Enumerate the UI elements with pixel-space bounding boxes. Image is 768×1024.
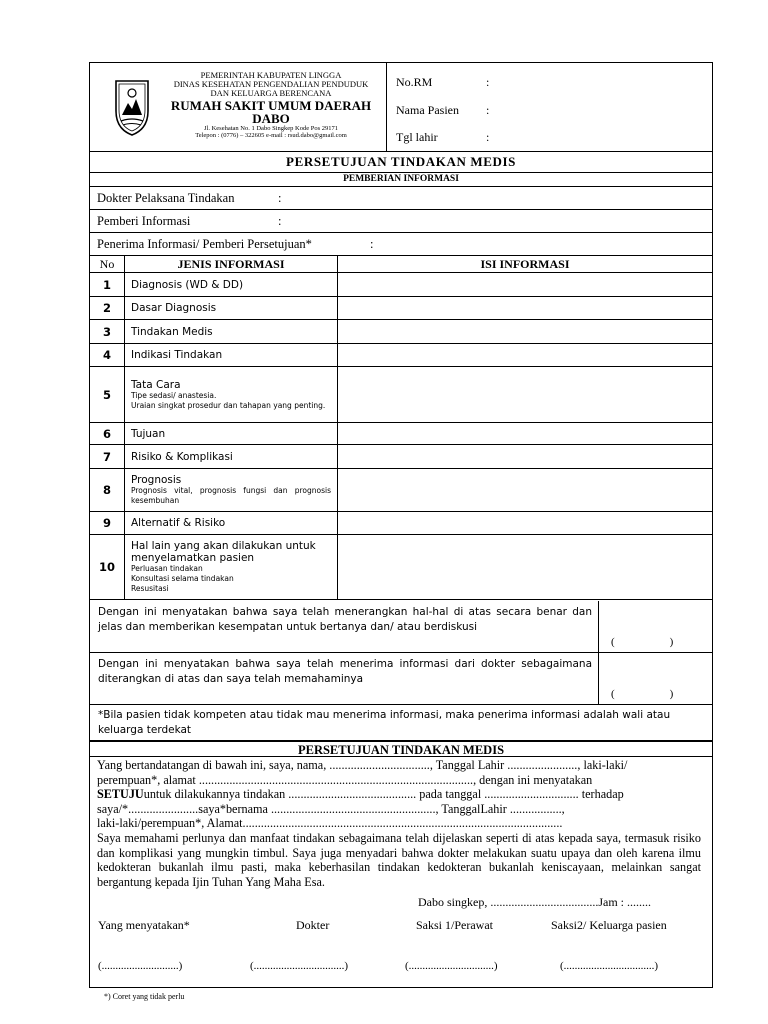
consent-body [97,758,701,889]
signer-label: Yang menyatakan* [98,918,190,932]
form-subtitle: PEMBERIAN INFORMASI [90,173,712,187]
row-label-group [125,367,338,423]
row-value-cell[interactable] [338,512,713,535]
table-row [90,344,712,367]
signature-line[interactable]: (.................................) [560,960,659,972]
row-value-cell[interactable] [338,445,713,469]
table-row [90,535,712,600]
row-label: Tindakan Medis [125,320,338,344]
signer-label: Saksi2/ Keluarga pasien [551,918,667,932]
row-sublabel: Tipe sedasi/ anastesia. [131,390,217,400]
doctor-statement [90,601,712,653]
row-number: 7 [90,445,125,469]
place-date-line[interactable]: Dabo singkep, ....................................Jam : ........ [418,895,651,909]
doctor-signature-box[interactable] [598,601,713,652]
medical-record-field[interactable] [396,75,696,90]
form-title: PERSETUJUAN TINDAKAN MEDIS [90,151,712,173]
hospital-contact: Telepon : (0776) – 322605 e-mail : rsud.dabo@gmail.com [195,131,347,139]
row-label: Alternatif & Risiko [125,512,338,535]
row-value-cell[interactable] [338,535,713,600]
field-colon: : [370,237,374,251]
field-label: Pemberi Informasi [97,214,191,228]
agree-keyword: SETUJU [97,787,144,802]
hospital-address: Jl. Kesehatan No. 1 Dabo Singkep Kode Pos 29171 [204,125,338,133]
row-sublabel: Perluasan tindakan [131,564,203,574]
row-number: 6 [90,423,125,445]
row-value-cell[interactable] [338,423,713,445]
information-table [90,255,712,600]
row-number: 10 [90,535,125,600]
consent-paragraph: Saya memahami perlunya dan manfaat tindakan sebagaimana telah dijelaskan seperti di atas kepada saya, termasuk risiko dan komplikasi yang mungkin timbul. Saya juga menyadari bahwa dokter melakukan suatu upaya dan oleh karena ilmu kedokteran bukanlah ilmu pasti, maka keberhasilan tindakan kedokteran bukanlah keniscayaan, melainkan sangat bergantung kepada Ijin Tuhan Yang Maha Esa. [97,830,701,889]
row-sublabel: Resusitasi [131,583,169,593]
birth-date-field[interactable] [396,130,696,145]
row-sublabel: Prognosis vital, prognosis fungsi dan prognosis kesembuhan [131,486,331,505]
recipient-statement-text: Dengan ini menyatakan bahwa saya telah menerima informasi dari dokter sebagaimana diterangkan di atas dan saya telah memahaminya [98,658,592,685]
signer-label: Saksi 1/Perawat [416,918,493,932]
row-value-cell[interactable] [338,297,713,320]
form-header [90,63,712,152]
table-row [90,367,712,423]
consent-line-rest: untuk dilakukannya tindakan .......................................... pada tanggal ............................... terhadap [143,787,624,802]
row-label: Diagnosis (WD & DD) [125,273,338,297]
table-row [90,512,712,535]
consent-line: Yang bertandatangan di bawah ini, saya, nama, ................................., Tanggal Lahir ......................., laki-laki/ [97,758,628,772]
regency-emblem-icon [110,77,154,137]
table-row [90,320,712,344]
row-label: Indikasi Tindakan [125,344,338,367]
field-colon: : [486,103,490,117]
row-number: 8 [90,469,125,512]
signature-paren: ( ) [611,636,674,648]
row-label-group [125,535,338,600]
row-sublabel: Konsultasi selama tindakan [131,574,234,584]
field-label: Nama Pasien [396,103,459,117]
signature-line[interactable]: (............................) [98,960,183,972]
row-value-cell[interactable] [338,469,713,512]
consent-line: saya/*.......................saya*bernama ......................................................, TanggalLahir ................., [97,801,565,816]
row-number: 5 [90,367,125,423]
row-number: 9 [90,512,125,535]
signature-line[interactable]: (...............................) [405,960,498,972]
consent-line [97,787,701,802]
consent-line: laki-laki/perempuan*, Alamat......................................................................................................... [97,816,563,831]
row-value-cell[interactable] [338,320,713,344]
row-label: Tujuan [125,423,338,445]
consent-title: PERSETUJUAN TINDAKAN MEDIS [90,741,712,757]
consent-line: perempuan*, alamat .........................................................................................., dengan ini menyatakan [97,772,593,787]
field-colon: : [486,75,490,89]
row-number: 4 [90,344,125,367]
row-number: 3 [90,320,125,344]
recipient-statement [90,653,712,705]
field-label: Dokter Pelaksana Tindakan [97,191,235,205]
header-isi: ISI INFORMASI [338,256,713,273]
header-no: No [90,256,125,273]
table-row [90,297,712,320]
row-number: 1 [90,273,125,297]
row-label: Prognosis [131,474,182,487]
field-colon: : [278,214,282,228]
signature-paren: ( ) [611,688,674,700]
institution-block [90,63,387,151]
row-value-cell[interactable] [338,273,713,297]
table-row [90,469,712,512]
field-label: No.RM [396,75,433,89]
note-text: *Bila pasien tidak kompeten atau tidak mau menerima informasi, maka penerima informasi adalah wali atau keluarga terdekat [98,709,671,737]
header-jenis: JENIS INFORMASI [125,256,338,273]
row-label-group [125,469,338,512]
note-box [90,705,712,741]
row-label: Dasar Diagnosis [125,297,338,320]
row-value-cell[interactable] [338,344,713,367]
field-label: Tgl lahir [396,130,438,144]
field-colon: : [278,191,282,205]
doctor-field[interactable] [90,187,712,210]
recipient-signature-box[interactable] [598,653,713,704]
department-line-1: DINAS KESEHATAN PENGENDALIAN PENDUDUK [173,78,369,89]
table-row [90,445,712,469]
gov-name: PEMERINTAH KABUPATEN LINGGA [200,70,342,80]
institution-text [158,71,384,140]
patient-name-field[interactable] [396,103,696,118]
row-number: 2 [90,297,125,320]
field-colon: : [486,130,490,144]
informant-field[interactable] [90,210,712,233]
recipient-field[interactable] [90,233,712,255]
doctor-statement-text: Dengan ini menyatakan bahwa saya telah menerangkan hal-hal di atas secara benar dan jelas dan memberikan kesempatan untuk bertanya dan/ atau berdiskusi [98,606,592,633]
row-value-cell[interactable] [338,367,713,423]
signature-line[interactable]: (.................................) [250,960,349,972]
footnote: *) Coret yang tidak perlu [104,992,185,1001]
department-line-2: DAN KELUARGA BERENCANA [210,87,332,98]
hospital-name: RUMAH SAKIT UMUM DAERAH DABO [170,97,372,127]
field-label: Penerima Informasi/ Pemberi Persetujuan* [97,237,312,251]
row-label: Hal lain yang akan dilakukan untuk menyelamatkan pasien [131,540,316,565]
table-row [90,423,712,445]
row-label: Risiko & Komplikasi [125,445,338,469]
table-row [90,273,712,297]
signer-label: Dokter [296,918,330,932]
table-header-row [90,256,712,273]
row-label: Tata Cara [131,378,181,391]
row-sublabel: Uraian singkat prosedur dan tahapan yang penting. [131,400,326,410]
